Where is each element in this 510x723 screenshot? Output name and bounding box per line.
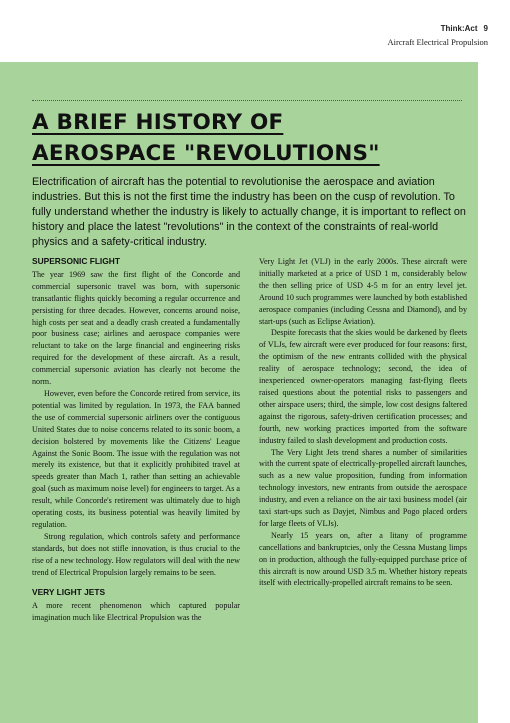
article-title	[32, 107, 472, 169]
title-line-2: AEROSPACE "REVOLUTIONS"	[32, 141, 380, 166]
paragraph: Strong regulation, which controls safety and performance standards, but does not stifle innovation, is thus crucial to the rise of a new technology. How regulators will deal with the new trend of Electrical Propulsion largely remains to be seen.	[32, 531, 240, 577]
right-column	[259, 256, 467, 589]
dotted-divider	[32, 100, 462, 101]
page-number: 9	[483, 24, 488, 33]
article-intro: Electrification of aircraft has the potential to revolutionise the aerospace and aviation industries. But this is not the first time the industry has been on the cusp of revolution. To fully understand whether the industry is likely to actually change, it is important to reflect on history and place the latest "revolutions" in the context of the constraints of real-world physics and a safety-critical industry.	[32, 176, 466, 248]
left-column	[32, 256, 240, 624]
paragraph: Nearly 15 years on, after a litany of programme cancellations and bankruptcies, only the Cessna Mustang limps on in production, although the fully-equipped purchase price of this aircraft is now around USD 3.5 m. Whether history repeats itself with electrically-propelled aircraft remains to be seen.	[259, 530, 467, 588]
page-header	[387, 24, 488, 47]
brand-line	[387, 24, 488, 33]
section-heading-vlj: VERY LIGHT JETS	[32, 587, 106, 598]
paragraph: Despite forecasts that the skies would be darkened by fleets of VLJs, few aircraft were ever produced for four reasons: first, the optimism of the new entrants collided with the physical reality of aerospace technology; second, the idea of inexperienced owner-operators managing fast-flying fleets raised questions about the potential risks to passengers and other airspace users; third, the simple, low cost designs faltered against the rigorous, safety-driven certification processes; and fourth, new working practices imported from the software industry failed to slash development and production costs.	[259, 328, 467, 445]
title-line-1: A BRIEF HISTORY OF	[32, 110, 284, 135]
paragraph-continued: Very Light Jet (VLJ) in the early 2000s. These aircraft were initially marketed at a price of USD 1 m, considerably below the then selling price of USD 4-5 m for an entry level jet. Around 10 such programmes were launched by both established aerospace companies (including Cessna and Diamond), and by start-ups (such as Eclipse Aviation).	[259, 257, 467, 326]
paragraph: However, even before the Concorde retired from service, its potential was limited by regulation. In 1973, the FAA banned the use of commercial supersonic airliners over the contiguous United States due to noise concerns related to its sonic boom, a decision bolstered by movements like the Citizens' League Against the Sonic Boom. The issue with the regulation was not merely its existence, but that it explicitly prohibited travel at speeds greater than Mach 1, rather than setting an achievable goal (such as maximum noise level) for engineers to target. As a result, while Concorde's retirement was ultimately due to high operating costs, its business potential was heavily limited by regulation.	[32, 388, 240, 529]
publication-subtitle: Aircraft Electrical Propulsion	[387, 37, 488, 47]
brand-name: Think:Act	[440, 24, 478, 33]
paragraph: The year 1969 saw the first flight of the Concorde and commercial supersonic travel was born, with supersonic transatlantic flights quickly becoming a regular occurrence and persisting for three decades. However, concerns around noise, high costs per seat and a deadly crash created a fundamentally poor business case; airlines and aerospace companies were reluctant to take on the large financial and engineering risks required for the development of these aircraft. As a result, commercial supersonic aviation has clearly not become the norm.	[32, 269, 240, 387]
paragraph: A more recent phenomenon which captured popular imagination much like Electrical Propulsion was the	[32, 601, 240, 623]
paragraph: The Very Light Jets trend shares a number of similarities with the current spate of electrically-propelled aircraft launches, such as a new value proposition, funding from information technology investors, new entrants from outside the aerospace industry, and even a reliance on the air taxi business model (air taxi start-ups such as Dayjet, Nimbus and Pogo placed orders for large fleets of VLJs).	[259, 447, 467, 528]
section-heading-supersonic: SUPERSONIC FLIGHT	[32, 256, 120, 266]
